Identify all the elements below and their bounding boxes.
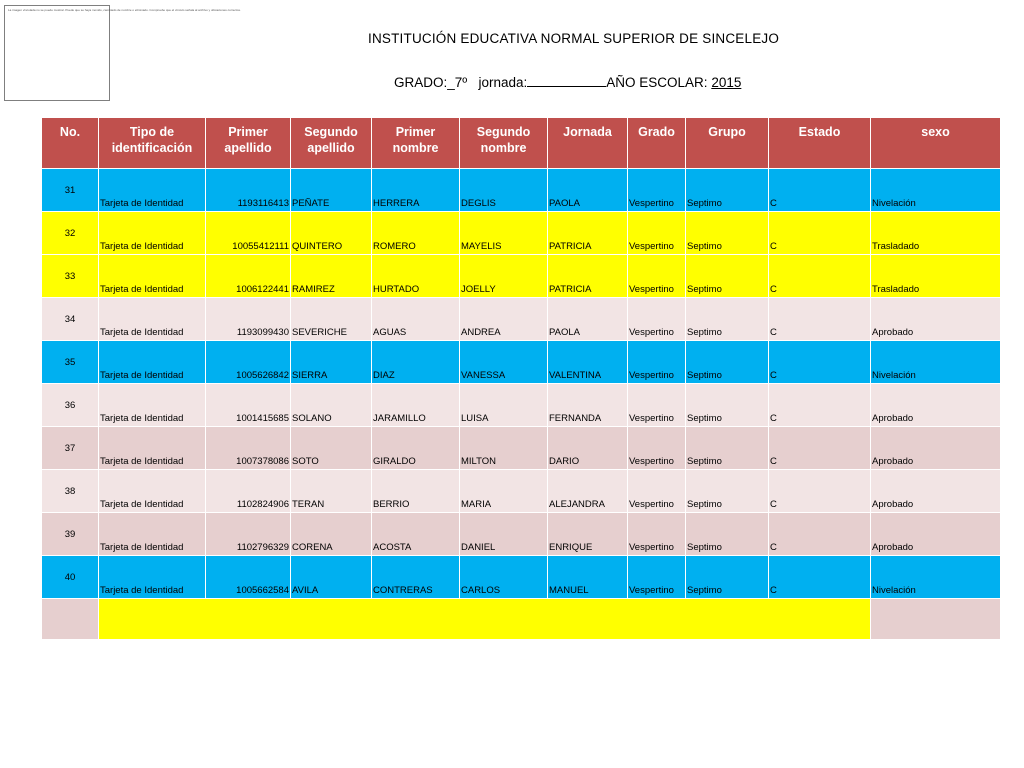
empty-cell [99,599,871,640]
cell-jornada: Vespertino [628,513,686,556]
cell-no: 31 [42,169,99,212]
cell-tipo-identificacion: Tarjeta de Identidad [99,341,206,384]
table-row [42,470,1001,513]
cell-primer-apellido: SOTO [291,427,372,470]
cell-segundo-nombre: ENRIQUE [548,513,628,556]
cell-primer-nombre: MAYELIS [460,212,548,255]
header-no: No. [42,118,99,169]
cell-jornada: Vespertino [628,384,686,427]
cell-no: 39 [42,513,99,556]
header-segundo-nombre: Segundo nombre [460,118,548,169]
cell-primer-nombre: JOELLY [460,255,548,298]
cell-tipo-identificacion: Tarjeta de Identidad [99,513,206,556]
cell-primer-apellido: QUINTERO [291,212,372,255]
cell-primer-nombre: MILTON [460,427,548,470]
cell-no: 37 [42,427,99,470]
cell-no: 34 [42,298,99,341]
table-header-row [42,118,1001,169]
cell-primer-nombre: LUISA [460,384,548,427]
cell-numero-identificacion: 1001415685 [206,384,291,427]
cell-tipo-identificacion: Tarjeta de Identidad [99,556,206,599]
cell-segundo-apellido: GIRALDO [372,427,460,470]
cell-grupo: C [769,255,871,298]
cell-segundo-apellido: ROMERO [372,212,460,255]
broken-image-placeholder [4,5,241,101]
table-row [42,556,1001,599]
cell-segundo-nombre: VALENTINA [548,341,628,384]
header-grado: Grado [628,118,686,169]
cell-grupo: C [769,169,871,212]
table-body [42,169,1001,640]
cell-no: 35 [42,341,99,384]
cell-jornada: Vespertino [628,298,686,341]
cell-numero-identificacion: 1007378086 [206,427,291,470]
cell-numero-identificacion: 1102824906 [206,470,291,513]
cell-segundo-apellido: CONTRERAS [372,556,460,599]
cell-tipo-identificacion: Tarjeta de Identidad [99,427,206,470]
header-grupo: Grupo [686,118,769,169]
page-title: INSTITUCIÓN EDUCATIVA NORMAL SUPERIOR DE SINCELEJO [368,31,780,46]
cell-estado: Aprobado [871,427,1001,470]
cell-primer-apellido: SIERRA [291,341,372,384]
cell-primer-nombre: CARLOS [460,556,548,599]
cell-segundo-apellido: HERRERA [372,169,460,212]
cell-grupo: C [769,427,871,470]
grado-label: GRADO:_7º [394,75,468,90]
cell-segundo-nombre: DARIO [548,427,628,470]
table-row [42,341,1001,384]
header-segundo-apellido: Segundo apellido [291,118,372,169]
cell-numero-identificacion: 1005626842 [206,341,291,384]
table-row [42,427,1001,470]
cell-grado: Septimo [686,470,769,513]
cell-numero-identificacion: 10055412111 [206,212,291,255]
cell-segundo-nombre: PAOLA [548,169,628,212]
header-primer-nombre: Primer nombre [372,118,460,169]
cell-jornada: Vespertino [628,169,686,212]
cell-grupo: C [769,212,871,255]
cell-numero-identificacion: 1193099430 [206,298,291,341]
cell-primer-apellido: RAMIREZ [291,255,372,298]
cell-primer-apellido: SEVERICHE [291,298,372,341]
table-row-empty [42,599,1001,640]
cell-grupo: C [769,341,871,384]
header-sexo: sexo [871,118,1001,169]
cell-grado: Septimo [686,298,769,341]
cell-segundo-nombre: ALEJANDRA [548,470,628,513]
cell-estado: Nivelación [871,341,1001,384]
jornada-label: jornada: [478,75,528,90]
cell-segundo-nombre: MANUEL [548,556,628,599]
cell-estado: Nivelación [871,556,1001,599]
jornada-blank [527,74,606,87]
cell-grado: Septimo [686,341,769,384]
cell-no: 40 [42,556,99,599]
page-subtitle [394,74,741,90]
cell-primer-nombre: DANIEL [460,513,548,556]
cell-no: 32 [42,212,99,255]
cell-primer-nombre: VANESSA [460,341,548,384]
cell-primer-apellido: PEÑATE [291,169,372,212]
broken-image-text: La imagen vinculada no se puede mostrar. Puede que se haya movido, cambiado de nombre o eliminado. Compruebe que el vínculo señala al archivo y ubicaciones correctos. [8,8,241,12]
cell-grado: Septimo [686,212,769,255]
cell-grupo: C [769,513,871,556]
cell-grado: Septimo [686,255,769,298]
table-row [42,255,1001,298]
cell-segundo-nombre: PAOLA [548,298,628,341]
cell-numero-identificacion: 1193116413 [206,169,291,212]
cell-grupo: C [769,470,871,513]
cell-segundo-nombre: PATRICIA [548,255,628,298]
cell-segundo-apellido: JARAMILLO [372,384,460,427]
cell-grado: Septimo [686,556,769,599]
cell-grado: Septimo [686,384,769,427]
cell-jornada: Vespertino [628,212,686,255]
cell-primer-apellido: CORENA [291,513,372,556]
cell-primer-apellido: SOLANO [291,384,372,427]
cell-tipo-identificacion: Tarjeta de Identidad [99,255,206,298]
cell-no: 36 [42,384,99,427]
empty-cell [871,599,1001,640]
cell-numero-identificacion: 1005662584 [206,556,291,599]
table-row [42,384,1001,427]
cell-jornada: Vespertino [628,556,686,599]
cell-jornada: Vespertino [628,341,686,384]
cell-segundo-apellido: ACOSTA [372,513,460,556]
cell-estado: Aprobado [871,470,1001,513]
cell-primer-nombre: ANDREA [460,298,548,341]
header-estado: Estado [769,118,871,169]
cell-grupo: C [769,298,871,341]
cell-primer-apellido: AVILA [291,556,372,599]
cell-jornada: Vespertino [628,255,686,298]
cell-segundo-apellido: BERRIO [372,470,460,513]
cell-jornada: Vespertino [628,470,686,513]
empty-cell [42,599,99,640]
cell-no: 33 [42,255,99,298]
cell-grado: Septimo [686,427,769,470]
header-jornada: Jornada [548,118,628,169]
cell-estado: Aprobado [871,298,1001,341]
cell-tipo-identificacion: Tarjeta de Identidad [99,470,206,513]
cell-segundo-nombre: PATRICIA [548,212,628,255]
table-row [42,298,1001,341]
cell-estado: Aprobado [871,513,1001,556]
cell-tipo-identificacion: Tarjeta de Identidad [99,169,206,212]
header-tipo-identificacion: Tipo de identificación [99,118,206,169]
anio-value: 2015 [711,75,742,90]
cell-segundo-nombre: FERNANDA [548,384,628,427]
cell-segundo-apellido: AGUAS [372,298,460,341]
cell-numero-identificacion: 1102796329 [206,513,291,556]
table-row [42,212,1001,255]
cell-primer-nombre: DEGLIS [460,169,548,212]
anio-label: AÑO ESCOLAR: [606,75,708,90]
cell-estado: Trasladado [871,255,1001,298]
student-roster-table [41,117,1001,640]
cell-estado: Aprobado [871,384,1001,427]
cell-segundo-apellido: HURTADO [372,255,460,298]
table-row [42,513,1001,556]
cell-grupo: C [769,556,871,599]
cell-segundo-apellido: DIAZ [372,341,460,384]
cell-grupo: C [769,384,871,427]
cell-grado: Septimo [686,513,769,556]
cell-grado: Septimo [686,169,769,212]
cell-primer-apellido: TERAN [291,470,372,513]
cell-tipo-identificacion: Tarjeta de Identidad [99,384,206,427]
table-row [42,169,1001,212]
cell-jornada: Vespertino [628,427,686,470]
cell-estado: Trasladado [871,212,1001,255]
cell-tipo-identificacion: Tarjeta de Identidad [99,298,206,341]
cell-no: 38 [42,470,99,513]
cell-primer-nombre: MARIA [460,470,548,513]
cell-tipo-identificacion: Tarjeta de Identidad [99,212,206,255]
header-primer-apellido: Primer apellido [206,118,291,169]
cell-estado: Nivelación [871,169,1001,212]
cell-numero-identificacion: 1006122441 [206,255,291,298]
